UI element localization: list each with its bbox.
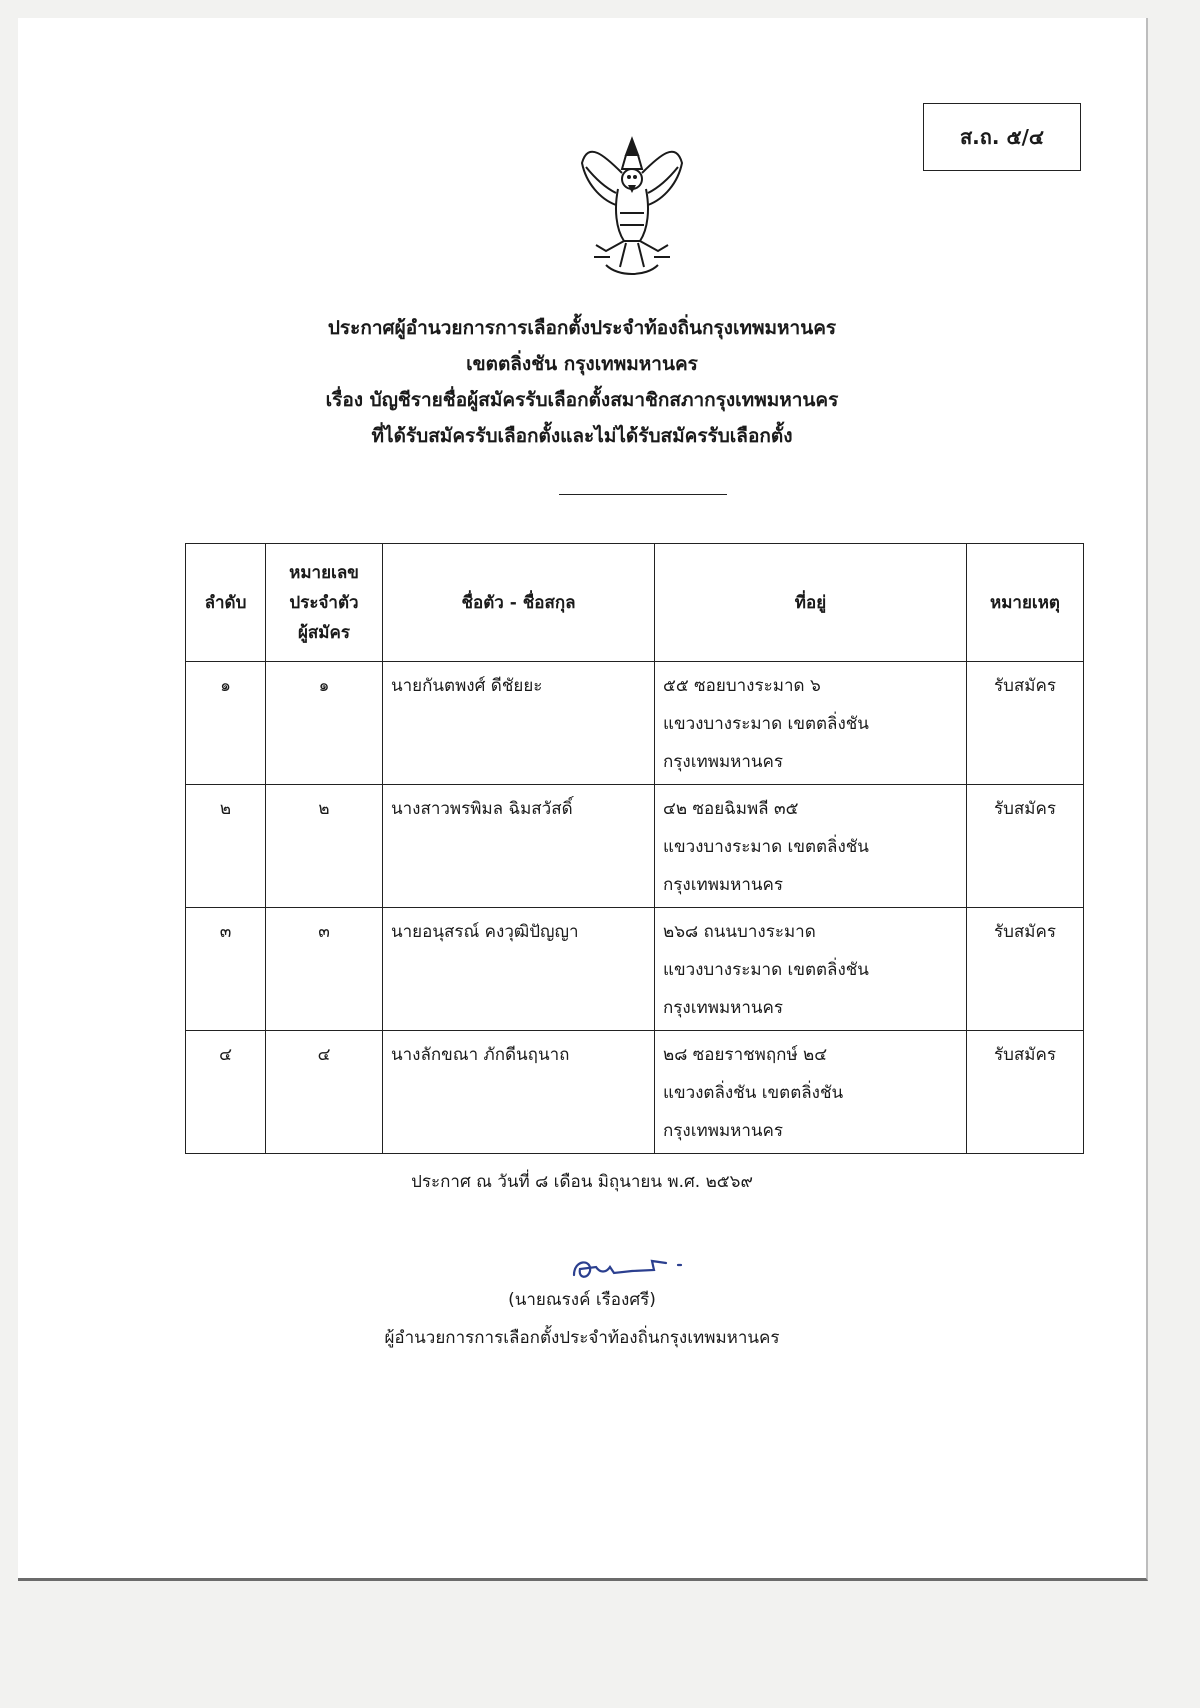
heading-divider bbox=[559, 494, 727, 495]
signature-icon bbox=[566, 1251, 696, 1285]
address-line-3: กรุงเทพมหานคร bbox=[663, 1121, 784, 1141]
address-line-3: กรุงเทพมหานคร bbox=[663, 875, 784, 895]
header-address: ที่อยู่ bbox=[655, 544, 967, 662]
header-number-line-2: ประจำตัว bbox=[289, 592, 359, 613]
cell-number: ๑ bbox=[266, 662, 383, 785]
address-line-2: แขวงตลิ่งชัน เขตตลิ่งชัน bbox=[663, 1083, 844, 1103]
table-row bbox=[186, 1031, 1084, 1154]
address-line-2: แขวงบางระมาด เขตตลิ่งชัน bbox=[663, 837, 869, 857]
signatory-name: (นายณรงค์ เรืองศรี) bbox=[508, 1290, 656, 1310]
cell-number: ๓ bbox=[266, 908, 383, 1031]
cell-address bbox=[655, 662, 967, 785]
cell-number: ๒ bbox=[266, 785, 383, 908]
cell-remark: รับสมัคร bbox=[967, 908, 1084, 1031]
table-row bbox=[186, 908, 1084, 1031]
cell-remark: รับสมัคร bbox=[967, 1031, 1084, 1154]
cell-remark: รับสมัคร bbox=[967, 785, 1084, 908]
header-number-line-3: ผู้สมัคร bbox=[297, 622, 351, 643]
garuda-emblem-icon bbox=[576, 133, 688, 281]
candidate-table bbox=[185, 543, 1084, 1154]
table-row bbox=[186, 785, 1084, 908]
header-name: ชื่อตัว - ชื่อสกุล bbox=[383, 544, 655, 662]
cell-address bbox=[655, 1031, 967, 1154]
address-line-1: ๔๒ ซอยฉิมพลี ๓๕ bbox=[663, 799, 799, 819]
cell-name: นายอนุสรณ์ คงวุฒิปัญญา bbox=[383, 908, 655, 1031]
cell-number: ๔ bbox=[266, 1031, 383, 1154]
heading-line-1: ประกาศผู้อำนวยการการเลือกตั้งประจำท้องถิ่นกรุงเทพมหานคร bbox=[327, 317, 837, 339]
form-code: ส.ถ. ๕/๔ bbox=[959, 125, 1045, 149]
address-line-2: แขวงบางระมาด เขตตลิ่งชัน bbox=[663, 714, 869, 734]
address-line-3: กรุงเทพมหานคร bbox=[663, 752, 784, 772]
cell-remark: รับสมัคร bbox=[967, 662, 1084, 785]
heading-line-2: เขตตลิ่งชัน กรุงเทพมหานคร bbox=[466, 353, 698, 375]
table-row bbox=[186, 662, 1084, 785]
heading-line-3: เรื่อง บัญชีรายชื่อผู้สมัครรับเลือกตั้งสมาชิกสภากรุงเทพมหานคร bbox=[325, 389, 839, 411]
cell-address bbox=[655, 785, 967, 908]
cell-order: ๒ bbox=[186, 785, 266, 908]
cell-order: ๔ bbox=[186, 1031, 266, 1154]
form-code-box bbox=[923, 103, 1081, 171]
cell-name: นายกันตพงศ์ ดีชัยยะ bbox=[383, 662, 655, 785]
header-order: ลำดับ bbox=[186, 544, 266, 662]
header-candidate-number bbox=[266, 544, 383, 662]
announcement-heading bbox=[18, 310, 1146, 454]
address-line-3: กรุงเทพมหานคร bbox=[663, 998, 784, 1018]
document-page bbox=[18, 18, 1148, 1581]
cell-order: ๓ bbox=[186, 908, 266, 1031]
header-number-line-1: หมายเลข bbox=[289, 562, 359, 583]
cell-address bbox=[655, 908, 967, 1031]
table-header-row bbox=[186, 544, 1084, 662]
cell-name: นางลักขณา ภักดีนฤนาถ bbox=[383, 1031, 655, 1154]
cell-name: นางสาวพรพิมล ฉิมสวัสดิ์ bbox=[383, 785, 655, 908]
header-remark: หมายเหตุ bbox=[967, 544, 1084, 662]
cell-order: ๑ bbox=[186, 662, 266, 785]
address-line-1: ๒๖๘ ถนนบางระมาด bbox=[663, 922, 816, 942]
address-line-1: ๕๕ ซอยบางระมาด ๖ bbox=[663, 676, 821, 696]
announcement-date: ประกาศ ณ วันที่ ๘ เดือน มิถุนายน พ.ศ. ๒๕๖๙ bbox=[411, 1172, 753, 1192]
address-line-1: ๒๘ ซอยราชพฤกษ์ ๒๔ bbox=[663, 1045, 828, 1065]
address-line-2: แขวงบางระมาด เขตตลิ่งชัน bbox=[663, 960, 869, 980]
heading-line-4: ที่ได้รับสมัครรับเลือกตั้งและไม่ได้รับสมัครรับเลือกตั้ง bbox=[371, 425, 793, 447]
signatory-position: ผู้อำนวยการการเลือกตั้งประจำท้องถิ่นกรุงเทพมหานคร bbox=[384, 1328, 780, 1348]
